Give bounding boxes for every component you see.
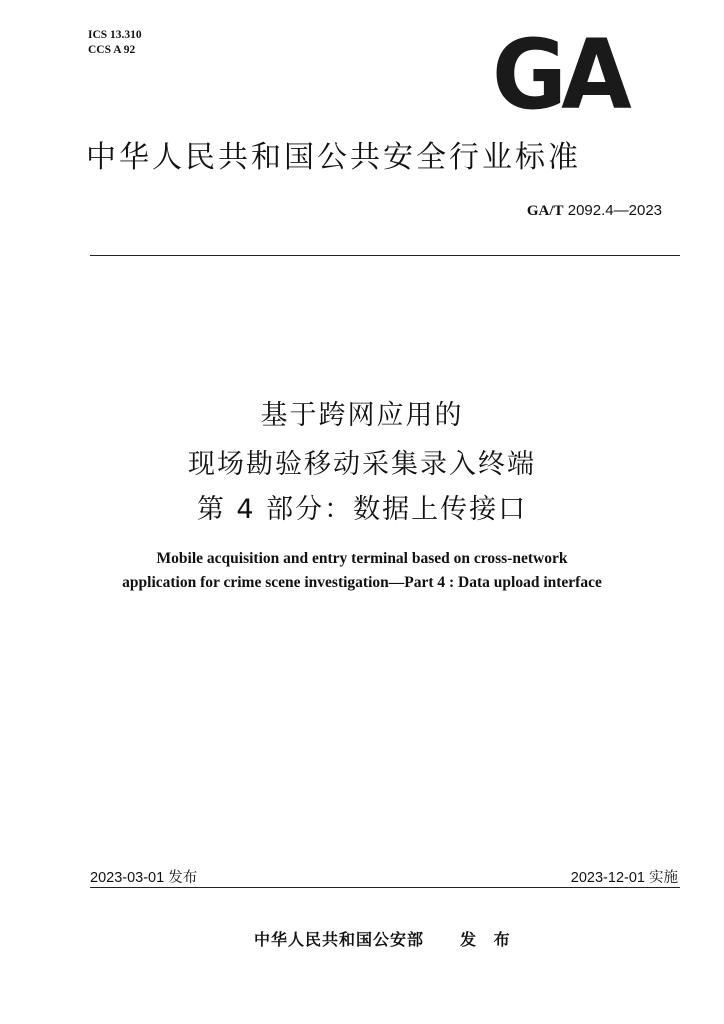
standard-prefix: GA/T <box>526 203 564 219</box>
cn-title-line-2: 现场勘验移动采集录入终端 <box>188 449 536 480</box>
top-divider <box>90 255 680 256</box>
en-title-line-1: Mobile acquisition and entry terminal based on cross-network <box>156 550 568 567</box>
issuer-action: 发 布 <box>460 930 516 949</box>
classification-codes <box>88 28 142 58</box>
issue-date: 2023-03-01 发布 <box>90 870 198 886</box>
cn-title-line-3: 第 4 部分：数据上传接口 <box>196 494 528 525</box>
ics-code: ICS 13.310 <box>88 29 142 41</box>
issuer <box>254 927 516 950</box>
bottom-divider <box>90 887 680 888</box>
ccs-code: CCS A 92 <box>88 44 136 56</box>
en-title-line-2: application for crime scene investigation—Part 4 : Data upload interface <box>122 574 602 591</box>
issuer-org: 中华人民共和国公安部 <box>254 930 425 949</box>
implementation-date: 2023-12-01 实施 <box>570 870 678 886</box>
industry-standard-title: 中华人民共和国公共安全行业标准 <box>86 140 581 175</box>
cn-title-line-1: 基于跨网应用的 <box>260 400 464 431</box>
ga-logo: GA <box>492 19 627 131</box>
standard-number <box>527 202 662 220</box>
standard-code: 2092.4—2023 <box>567 202 662 219</box>
